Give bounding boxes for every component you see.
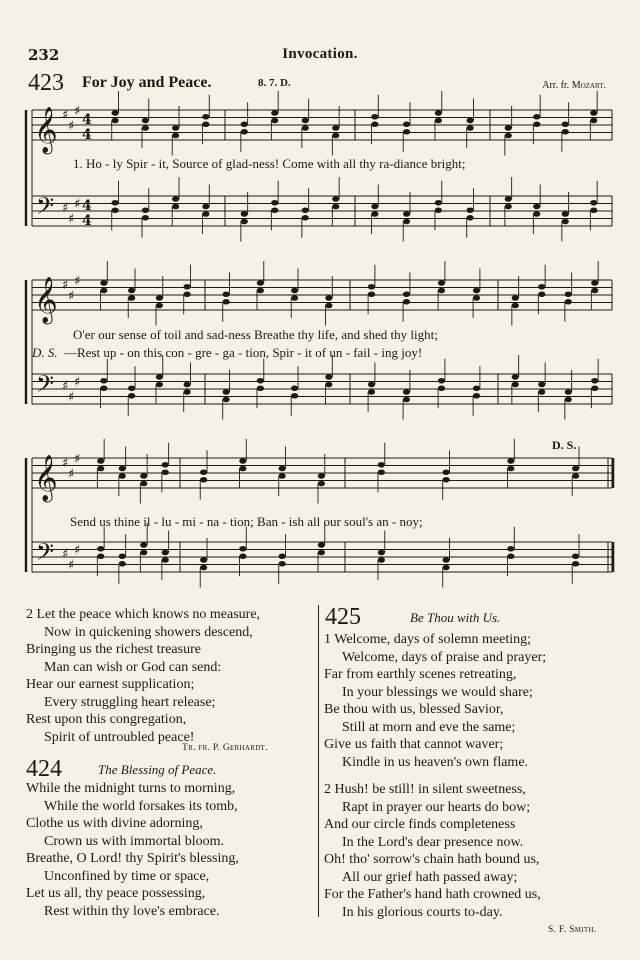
hymn-424-title: The Blessing of Peace. [98,762,217,777]
note-head [371,211,378,217]
verse-line: Still at morn and eve the same; [342,719,516,735]
note-head [512,374,519,380]
note-head [368,382,375,388]
time-signature-bass: 4 [82,198,92,214]
note-head [100,378,107,384]
sharp-icon: ♯ [74,543,81,558]
verse-line: Give us faith that cannot waver; [324,737,504,752]
note-head [565,299,572,305]
note-head [371,114,378,120]
note-head [239,546,246,552]
sharp-icon: ♯ [68,212,75,227]
note-head [467,118,474,124]
note-head [565,291,572,297]
note-head [591,378,598,384]
note-head [279,561,286,567]
verse-line: Every struggling heart release; [44,694,216,710]
verse-line: Oh! tho' sorrow's chain hath bound us, [324,852,540,867]
section-title: Invocation. [282,46,358,62]
verse-line: Rapt in prayer our hearts do bow; [342,799,531,815]
hymn-424-number: 424 [26,756,62,782]
hymn-423-number: 423 [28,70,64,96]
composer-prefix: Arr. fr. [542,80,570,91]
note-head [156,382,163,388]
note-head [200,469,207,475]
note-head [291,288,298,294]
note-head [591,280,598,286]
note-head [257,385,264,391]
note-head [572,561,579,567]
note-head [200,477,207,483]
note-head [200,557,207,563]
note-head [291,295,298,301]
verse-line: While the midnight turns to morning, [26,781,236,796]
note-head [241,121,248,127]
note-head [507,546,514,552]
note-head [156,303,163,309]
note-head [97,458,104,464]
note-head [473,288,480,294]
lyrics-line-1: 1. Ho - ly Spir - it, Source of glad-ness! Come with all thy ra-diance bright; [73,156,466,171]
note-head [202,114,209,120]
note-head [142,207,149,213]
note-head [538,291,545,297]
note-head [184,291,191,297]
note-head [162,557,169,563]
note-head [505,133,512,139]
ds-prefix: D. S. [32,345,58,360]
verse-line: Clothe us with divine adorning, [26,816,203,831]
note-head [172,196,179,202]
note-head [565,397,572,403]
sharp-icon: ♯ [68,390,75,405]
note-head [512,295,519,301]
note-head [378,462,385,468]
note-head [403,219,410,225]
note-head [505,196,512,202]
bass-clef-icon: 𝄢 [36,538,55,571]
note-head [239,458,246,464]
note-head [241,129,248,135]
note-head [156,374,163,380]
note-head [162,462,169,468]
note-head [325,374,332,380]
note-head [403,299,410,305]
note-head [435,110,442,116]
note-head [590,207,597,213]
verse-line: Kindle in us heaven's own flame. [342,754,529,770]
note-head [119,473,126,479]
verse-line: Be thou with us, blessed Savior, [324,702,504,717]
note-head [302,207,309,213]
verse-line: Welcome, days of praise and prayer; [342,649,547,665]
note-head [291,393,298,399]
note-head [435,118,442,124]
note-head [318,550,325,556]
note-head [257,378,264,384]
hymn-425-verse-1 [324,631,546,771]
note-head [119,561,126,567]
note-head [443,477,450,483]
composer-name: Mozart. [571,80,606,91]
note-head [590,118,597,124]
note-head [438,280,445,286]
note-head [378,469,385,475]
note-head [100,288,107,294]
note-head [241,211,248,217]
note-head [332,204,339,210]
note-head [538,284,545,290]
note-head [332,125,339,131]
verse-line: 2 Let the peace which knows no measure, [26,607,261,622]
note-head [325,382,332,388]
note-head [257,280,264,286]
note-head [128,393,135,399]
verse-line: Now in quickening showers descend, [44,624,253,640]
hymn-423-verse-2 [26,606,260,746]
note-head [142,215,149,221]
lyrics-line-3: Send us thine il - lu - mi - na - tion; Ban - ish all our soul's an - noy; [70,514,423,529]
note-head [271,200,278,206]
verse-line: Crown us with immortal bloom. [44,833,225,849]
note-head [572,553,579,559]
note-head [507,458,514,464]
note-head [371,204,378,210]
note-head [172,125,179,131]
note-head [128,295,135,301]
sharp-icon: ♯ [68,119,75,134]
verse-line: Rest upon this congregation, [26,712,187,727]
note-head [533,204,540,210]
hymn-425-verse-2 [324,781,541,921]
note-head [119,553,126,559]
ds-mark: D. S. [552,438,577,452]
note-head [140,550,147,556]
treble-clef-icon: 𝄞 [34,107,58,153]
verse-line: Breathe, O Lord! thy Spirit's blessing, [26,851,239,866]
note-head [100,385,107,391]
lyrics-line-2b: —Rest up - on this con - gre - ga - tion, Spir - it of un - fail - ing joy! [64,345,423,360]
note-head [279,473,286,479]
bass-clef-icon: 𝄢 [36,192,55,225]
note-head [443,557,450,563]
note-head [590,110,597,116]
note-head [467,125,474,131]
note-head [239,466,246,472]
treble-clef-icon: 𝄞 [34,455,58,501]
note-head [591,288,598,294]
verse-line: Hear our earnest supplication; [26,677,195,692]
note-head [371,121,378,127]
note-head [302,125,309,131]
note-head [302,118,309,124]
note-head [565,389,572,395]
note-head [533,114,540,120]
hymn-423-credit: Tr. fr. P. Gerhardt. [182,743,268,753]
note-head [162,550,169,556]
hymn-424-verse [26,780,239,920]
verse-line: Rest within thy love's embrace. [44,903,220,919]
note-head [591,385,598,391]
note-head [512,303,519,309]
note-head [533,121,540,127]
note-head [156,295,163,301]
hymn-425-credit: S. F. Smith. [548,925,597,935]
lyrics-line-2: O'er our sense of toil and sad-ness Breathe thy life, and shed thy light; [73,327,438,342]
sharp-icon: ♯ [74,274,81,289]
note-head [184,284,191,290]
sharp-icon: ♯ [62,278,69,293]
note-head [279,466,286,472]
note-head [291,385,298,391]
note-head [562,211,569,217]
note-head [318,473,325,479]
sharp-icon: ♯ [68,558,75,573]
hymn-425-number: 425 [325,604,361,630]
verse-line: In the Lord's dear presence now. [342,834,524,850]
note-head [100,280,107,286]
sharp-icon: ♯ [68,467,75,482]
note-head [467,207,474,213]
sharp-icon: ♯ [74,197,81,212]
note-head [533,211,540,217]
note-head [505,125,512,131]
note-head [97,546,104,552]
note-head [140,542,147,548]
note-head [184,389,191,395]
note-head [172,204,179,210]
note-head [162,469,169,475]
note-head [112,207,119,213]
hymn-423-meter: 8. 7. D. [258,77,291,89]
note-head [403,397,410,403]
verse-line: 1 Welcome, days of solemn meeting; [324,632,532,647]
note-head [438,288,445,294]
note-head [223,299,230,305]
note-head [512,382,519,388]
note-head [142,118,149,124]
note-head [112,200,119,206]
note-head [467,215,474,221]
time-signature-treble: 4 [82,112,92,128]
bass-clef-icon: 𝄢 [36,370,55,403]
note-head [443,565,450,571]
note-head [378,557,385,563]
note-head [241,219,248,225]
verse-line: Man can wish or God can send: [44,659,222,675]
note-head [239,553,246,559]
note-head [590,200,597,206]
note-head [473,393,480,399]
verse-line: While the world forsakes its tomb, [44,798,238,814]
verse-line: In his glorious courts to-day. [342,904,503,920]
sharp-icon: ♯ [74,104,81,119]
verse-line: And our circle finds completeness [324,817,516,832]
note-head [403,291,410,297]
note-head [438,378,445,384]
note-head [507,553,514,559]
note-head [438,385,445,391]
note-head [562,129,569,135]
note-head [271,118,278,124]
note-head [112,118,119,124]
note-head [140,473,147,479]
note-head [443,469,450,475]
note-head [473,295,480,301]
time-signature-treble: 4 [82,127,92,143]
note-head [223,291,230,297]
note-head [119,466,126,472]
note-head [507,466,514,472]
sharp-icon: ♯ [74,375,81,390]
sharp-icon: ♯ [62,379,69,394]
note-head [368,389,375,395]
note-head [368,284,375,290]
note-head [403,129,410,135]
verse-line: All our grief hath passed away; [342,869,518,885]
note-head [473,385,480,391]
note-head [279,553,286,559]
note-head [538,389,545,395]
note-head [505,204,512,210]
sharp-icon: ♯ [62,547,69,562]
note-head [332,133,339,139]
note-head [202,211,209,217]
verse-line: Spirit of untroubled peace! [44,729,195,745]
note-head [184,382,191,388]
sharp-icon: ♯ [68,289,75,304]
note-head [223,397,230,403]
note-head [572,466,579,472]
hymn-425-title: Be Thou with Us. [410,610,501,625]
verse-line: For the Father's hand hath crowned us, [324,887,541,902]
note-head [200,565,207,571]
sharp-icon: ♯ [62,108,69,123]
time-signature-bass: 4 [82,213,92,229]
note-head [202,121,209,127]
verse-line: Unconfined by time or space, [44,868,210,884]
column-divider [318,605,319,917]
verse-line: Far from earthly scenes retreating, [324,667,517,682]
note-head [112,110,119,116]
note-head [140,481,147,487]
note-head [435,200,442,206]
note-head [368,291,375,297]
note-head [403,211,410,217]
note-head [403,389,410,395]
verse-line: 2 Hush! be still! in silent sweetness, [324,782,526,797]
note-head [318,542,325,548]
note-head [128,385,135,391]
note-head [97,553,104,559]
hymn-423-title: For Joy and Peace. [82,74,212,91]
note-head [97,466,104,472]
verse-line: Let us all, thy peace possessing, [26,886,206,901]
sharp-icon: ♯ [62,201,69,216]
note-head [302,215,309,221]
note-head [271,207,278,213]
note-head [332,196,339,202]
note-head [172,133,179,139]
note-head [271,110,278,116]
note-head [562,121,569,127]
note-head [318,481,325,487]
note-head [325,303,332,309]
note-head [378,550,385,556]
sharp-icon: ♯ [74,452,81,467]
note-head [562,219,569,225]
note-head [403,121,410,127]
page-number: 232 [28,46,60,64]
note-head [257,288,264,294]
note-head [128,288,135,294]
verse-line: Bringing us the richest treasure [26,642,201,657]
note-head [223,389,230,395]
note-head [202,204,209,210]
note-head [572,473,579,479]
verse-line: In your blessings we would share; [342,684,533,700]
note-head [325,295,332,301]
note-head [142,125,149,131]
sharp-icon: ♯ [62,456,69,471]
treble-clef-icon: 𝄞 [34,277,58,323]
note-head [538,382,545,388]
note-head [435,207,442,213]
